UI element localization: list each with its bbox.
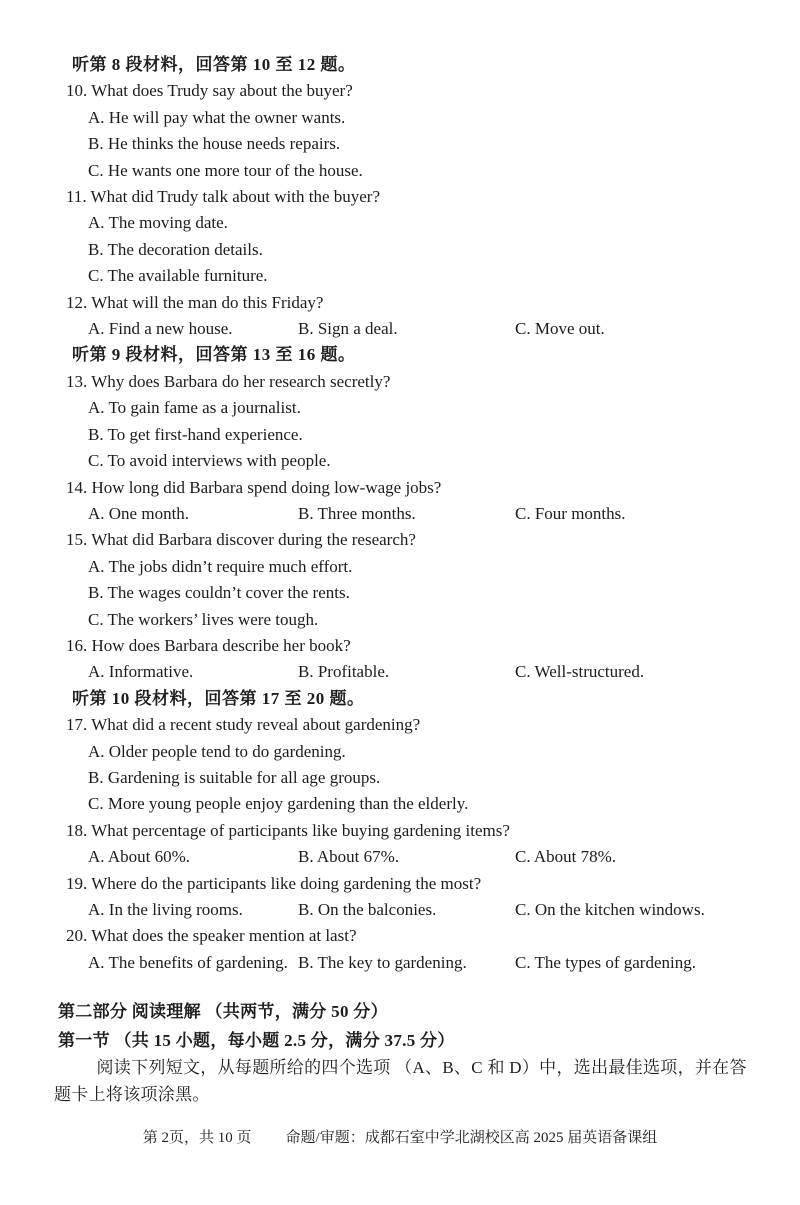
page-footer <box>0 1126 800 1147</box>
question-17-option-c: C. More young people enjoy gardening than the elderly. <box>88 794 469 814</box>
question-14-options <box>88 501 754 527</box>
question-16-option-b: B. Profitable. <box>298 662 390 682</box>
section-10-header: 听第 10 段材料，回答第 17 至 20 题。 <box>72 688 365 708</box>
reading-part <box>54 997 754 1108</box>
question-14-option-c: C. Four months. <box>515 503 626 523</box>
question-18-options <box>88 844 754 870</box>
footer-source: 命题/审题：成都石室中学北湖校区高 2025 届英语备课组 <box>285 1130 658 1146</box>
question-10-option-b: B. He thinks the house needs repairs. <box>88 134 341 154</box>
question-11-option-b: B. The decoration details. <box>88 239 263 259</box>
question-18-option-b: B. About 67%. <box>298 847 400 867</box>
listening-section-8 <box>54 52 754 342</box>
question-19-option-b: B. On the balconies. <box>298 900 437 919</box>
question-13-option-c: C. To avoid interviews with people. <box>88 451 331 471</box>
question-18-option-a: A. About 60%. <box>88 847 190 867</box>
question-15: 15. What did Barbara discover during the research? <box>66 530 416 550</box>
section-8-header: 听第 8 段材料，回答第 10 至 12 题。 <box>72 55 356 74</box>
question-12-options <box>88 316 754 342</box>
section-9-header: 听第 9 段材料，回答第 13 至 16 题。 <box>72 345 356 365</box>
question-20: 20. What does the speaker mention at last? <box>66 926 357 946</box>
question-15-option-b: B. The wages couldn’t cover the rents. <box>88 583 350 603</box>
part2-section1-title: 第一节 （共 15 小题，每小题 2.5 分，满分 37.5 分） <box>58 1031 455 1051</box>
question-16: 16. How does Barbara describe her book? <box>66 635 351 655</box>
question-16-option-a: A. Informative. <box>88 662 194 682</box>
question-15-option-c: C. The workers’ lives were tough. <box>88 609 319 629</box>
question-17-option-a: A. Older people tend to do gardening. <box>88 741 346 761</box>
question-16-options <box>88 659 754 685</box>
question-19: 19. Where do the participants like doing gardening the most? <box>66 873 482 893</box>
question-16-option-c: C. Well-structured. <box>515 662 645 682</box>
question-12-option-c: C. Move out. <box>515 319 605 339</box>
part2-title: 第二部分 阅读理解 （共两节，满分 50 分） <box>58 1002 388 1022</box>
question-11-option-a: A. The moving date. <box>88 213 228 233</box>
question-18-option-c: C. About 78%. <box>515 847 617 867</box>
question-11: 11. What did Trudy talk about with the buyer? <box>66 187 380 207</box>
question-14: 14. How long did Barbara spend doing low-wage jobs? <box>66 477 442 497</box>
question-19-options <box>88 897 754 923</box>
listening-section-10 <box>54 686 754 976</box>
question-12-option-b: B. Sign a deal. <box>298 319 398 339</box>
question-14-option-a: A. One month. <box>88 503 190 523</box>
question-11-option-c: C. The available furniture. <box>88 266 268 286</box>
question-12-option-a: A. Find a new house. <box>88 319 233 339</box>
listening-section-9 <box>54 342 754 685</box>
question-10-option-a: A. He will pay what the owner wants. <box>88 107 346 127</box>
question-12: 12. What will the man do this Friday? <box>66 292 324 312</box>
question-19-option-a: A. In the living rooms. <box>88 900 243 919</box>
question-10-option-c: C. He wants one more tour of the house. <box>88 160 363 180</box>
question-13-option-a: A. To gain fame as a journalist. <box>88 398 301 418</box>
question-20-option-a: A. The benefits of gardening. <box>88 952 288 972</box>
question-17-option-b: B. Gardening is suitable for all age groups. <box>88 767 381 787</box>
question-18: 18. What percentage of participants like buying gardening items? <box>66 820 510 840</box>
question-10: 10. What does Trudy say about the buyer? <box>66 81 353 101</box>
part2-instructions: 阅读下列短文，从每题所给的四个选项 （A、B、C 和 D）中，选出最佳选项，并在答题卡上将该项涂黑。 <box>54 1058 747 1104</box>
question-17: 17. What did a recent study reveal about gardening? <box>66 715 421 735</box>
question-20-option-c: C. The types of gardening. <box>515 952 696 972</box>
question-13-option-b: B. To get first-hand experience. <box>88 424 303 444</box>
question-20-option-b: B. The key to gardening. <box>298 952 467 972</box>
footer-page-number: 第 2页，共 10 页 <box>142 1130 252 1146</box>
question-20-options <box>88 950 754 976</box>
question-13: 13. Why does Barbara do her research secretly? <box>66 371 391 391</box>
question-14-option-b: B. Three months. <box>298 503 416 523</box>
question-15-option-a: A. The jobs didn’t require much effort. <box>88 556 353 576</box>
question-19-option-c: C. On the kitchen windows. <box>515 900 705 919</box>
